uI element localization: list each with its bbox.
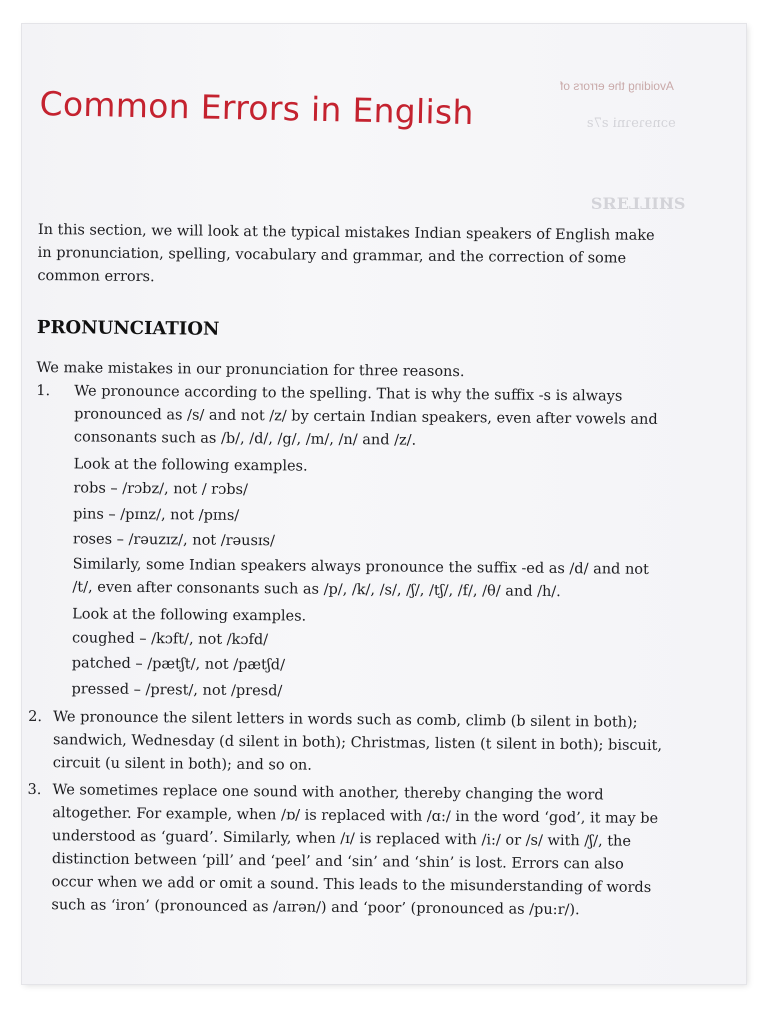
book-page (22, 24, 746, 984)
example-item: roses – /rəuzɪz/, not /rəusɪs/ (72, 531, 275, 550)
list-number: 2. (28, 708, 43, 726)
list-number: 1. (36, 382, 51, 400)
list-item (33, 380, 666, 708)
section-heading: PRONUNCIATION (36, 316, 220, 340)
item-text: Similarly, some Indian speakers always pronounce the suffix -ed as /d/ and not /t/, even after consonants such as /p/, /k/, /s/, /ʃ/, /tʃ/, /f/, /θ/ and /h/. (72, 555, 649, 600)
examples-lead: Look at the following examples. (72, 605, 307, 625)
page-content (27, 219, 668, 923)
example-item: coughed – /kɔft/, not /kɔfd/ (71, 629, 269, 648)
item-text: We pronounce the silent letters in words such as comb, climb (b silent in both); sandwich, Wednesday (d silent in both); Christmas, listen (t silent in both); biscuit, circuit (u silent in both); and so on. (52, 709, 663, 774)
intro-paragraph: In this section, we will look at the typical mistakes Indian speakers of English make in pronunciation, spelling, vocabulary and grammar, and the correction of some common errors. (37, 221, 655, 286)
examples-list (71, 626, 664, 708)
example-item: pressed – /prest/, not /presd/ (71, 680, 283, 699)
item-text: We sometimes replace one sound with another, thereby changing the word altogether. For example, when /ɒ/ is replaced with /ɑ:/ in the word ‘god’, it may be understood as ‘guard’. Similarly, when /ɪ/ is replaced with /i:/ or /s/ with /ʃ/, the distinction between ‘pill’ and ‘peel’ and ‘sin’ and ‘shin’ is lost. Errors can also occur when we add or omit a sound. This leads to the misunderstanding of words such as ‘iron’ (pronounced as /aɪrən/) and ‘poor’ (pronounced as /pu:r/). (51, 782, 659, 919)
list-item (28, 706, 664, 781)
page-title: Common Errors in English (39, 84, 475, 133)
show-through-text: ɘɔnɘɿɘɿni ƨ7ƨ (587, 116, 676, 131)
list-item (27, 779, 662, 923)
examples-list (73, 476, 666, 558)
example-item: pins – /pɪnz/, not /pɪns/ (73, 505, 240, 524)
show-through-text: ƧИILLƎЯƧ (591, 194, 686, 213)
item-text: We pronounce according to the spelling. That is why the suffix -s is always pronounced as /s/ and not /z/ by certain Indian speakers, even after vowels and consonants such as /b/, /d/, /g/, /m/, /n/ and /z/. (73, 383, 658, 449)
list-number: 3. (27, 781, 42, 799)
example-item: robs – /rɔbz/, not / rɔbs/ (73, 480, 248, 499)
example-item: patched – /pætʃt/, not /pætʃd/ (71, 655, 286, 674)
examples-lead: Look at the following examples. (73, 456, 308, 475)
section-lead: We make mistakes in our pronunciation for three reasons. (36, 359, 465, 381)
reasons-list (27, 380, 666, 923)
running-header: Avoiding the errors of (560, 79, 674, 93)
